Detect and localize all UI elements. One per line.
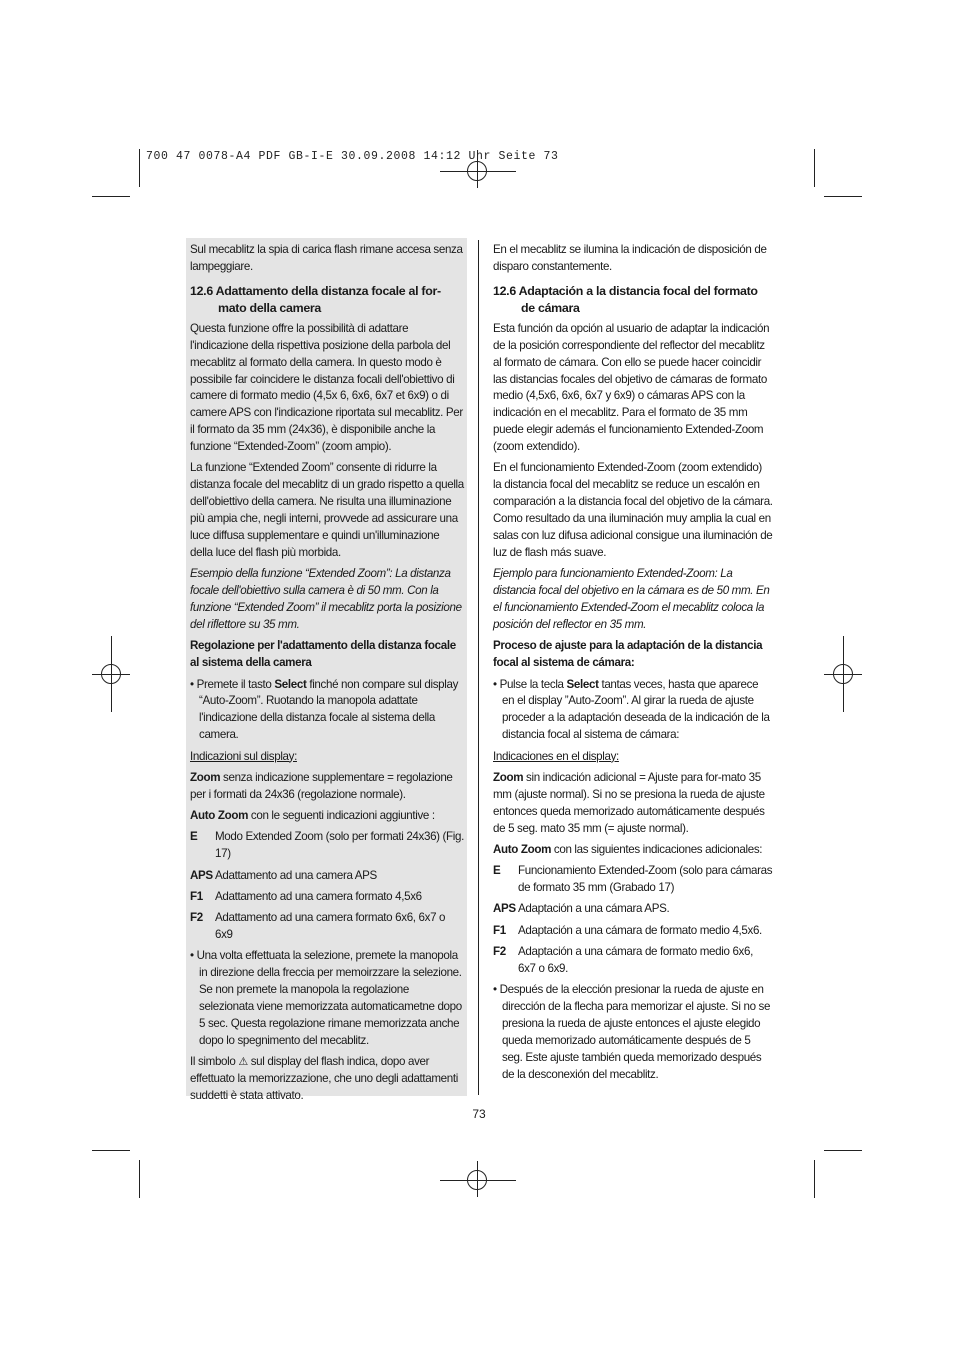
it-heading-line2: mato della camera bbox=[218, 300, 322, 315]
it-bullet-1-pre: • Premete il tasto bbox=[190, 677, 275, 691]
it-def-key: F2 bbox=[190, 911, 203, 925]
es-bullet-1-post: tantas veces, hasta que aparece en el display ”Auto-Zoom”. Al girar la rueda de ajuste proceder a la adaptación deseada de la indicación de la distancia focal al sistema de cámara: bbox=[502, 677, 770, 742]
reg-right-circle bbox=[833, 664, 853, 684]
es-zoom-key: Zoom bbox=[493, 770, 524, 784]
es-autozoom bbox=[493, 842, 773, 859]
crop-mark-tl-v bbox=[139, 149, 140, 187]
it-final-post: sul display del flash indica, dopo aver effettuato la memorizzazione, che uno degli adattamenti suddetti è stata attivato. bbox=[190, 1055, 458, 1102]
es-example: Ejemplo para funcionamiento Extended-Zoom: La distancia focal del objetivo en la cámara es de 50 mm. En el funcionamiento Extended-Zoom el mecablitz coloca la posición del reflector en 35 mm. bbox=[493, 567, 770, 631]
it-zoom-key: Zoom bbox=[190, 770, 221, 784]
es-def-value: Adaptación a una cámara APS. bbox=[518, 902, 670, 916]
it-bullet-1-post: finché non compare sul display “Auto-Zoom”. Ruotando la manopola adattate l'indicazione della distanza focale al sistema della camera. bbox=[199, 677, 459, 742]
crop-mark-br-h bbox=[824, 1150, 862, 1151]
it-intro: Sul mecablitz la spia di carica flash rimane accesa senza lampeggiare. bbox=[190, 243, 463, 273]
column-divider bbox=[478, 240, 479, 1095]
es-paragraph-2: En el funcionamiento Extended-Zoom (zoom extendido) la distancia focal del mecablitz se reduce un escalón en comparación a la distancia focal del objetivo de la cámara. Como resultado da una iluminación muy amplia la cual en salas con luz difusa adicional consigue una iluminación de luz de flash más suave. bbox=[493, 461, 773, 559]
it-autozoom bbox=[190, 808, 464, 825]
crop-mark-br-v bbox=[814, 1160, 815, 1198]
es-paragraph-1: Esta función da opción al usuario de adaptar la indicación de la posición correspondiente del reflector del mecablitz al formato de cámara. Con ello se puede hacer coincidir las distancias focales del objetivo de cámaras de formato medio (4,5x6, 6x6, 6x7 y 6x9) o cámaras APS con la indicación en el mecablitz. Para el formato de 35 mm puede elegir además el funcionamiento Extended-Zoom (zoom extendido). bbox=[493, 321, 770, 454]
es-def-e bbox=[493, 863, 773, 897]
it-def-e bbox=[190, 829, 464, 863]
es-bullet-2: • Después de la elección presionar la rueda de ajuste en dirección de la flecha para memorizar el ajuste. Si no se presiona la rueda de ajuste entonces el ajuste elegido queda memorizado automáticamente después de 5 seg. Este ajuste también queda memorizado después de la desconexión del mecablitz. bbox=[493, 983, 771, 1081]
reg-top-circle bbox=[467, 161, 487, 181]
es-def-key: APS bbox=[493, 902, 516, 916]
it-def-value: Modo Extended Zoom (solo per formati 24x36) (Fig. 17) bbox=[215, 830, 464, 861]
italian-column bbox=[186, 238, 467, 1102]
it-def-key: F1 bbox=[190, 889, 203, 903]
crop-mark-bl-v bbox=[139, 1160, 140, 1198]
es-bullet-1-pre: • Pulse la tecla bbox=[493, 677, 567, 691]
it-def-aps bbox=[190, 868, 464, 885]
es-heading-line1: 12.6 Adaptación a la distancia focal del formato bbox=[493, 283, 758, 298]
it-zoom-text: senza indicazione supplementare = regolazione per i formati da 24x36 (regolazione normale). bbox=[190, 770, 453, 801]
reg-left-circle bbox=[101, 664, 121, 684]
crop-mark-tl-h bbox=[92, 196, 130, 197]
es-def-key: F1 bbox=[493, 923, 506, 937]
es-def-f1 bbox=[493, 923, 773, 940]
it-def-f1 bbox=[190, 889, 464, 906]
warning-triangle-icon: ⚠ bbox=[238, 1056, 248, 1069]
es-bullet-1 bbox=[493, 677, 773, 745]
crop-mark-tr-v bbox=[814, 149, 815, 187]
es-def-f2 bbox=[493, 944, 773, 978]
reg-bottom-circle bbox=[467, 1170, 487, 1190]
it-select-key: Select bbox=[274, 677, 307, 691]
it-heading-line1: 12.6 Adattamento della distanza focale al for- bbox=[190, 283, 441, 298]
it-sub-heading: Regolazione per l'adattamento della distanza focale al sistema della camera bbox=[190, 639, 456, 670]
it-autozoom-text: con le seguenti indicazioni aggiuntive : bbox=[248, 809, 435, 823]
page-number: 73 bbox=[472, 1107, 486, 1121]
it-def-value: Adattamento ad una camera formato 6x6, 6x7 o 6x9 bbox=[215, 911, 446, 942]
es-intro: En el mecablitz se ilumina la indicación de disposición de disparo constantemente. bbox=[493, 243, 767, 273]
es-sub-heading: Proceso de ajuste para la adaptación de la distancia focal al sistema de cámara: bbox=[493, 639, 763, 670]
es-heading-line2: de cámara bbox=[521, 300, 580, 315]
it-zoom bbox=[190, 770, 464, 804]
es-def-value: Funcionamiento Extended-Zoom (solo para cámaras de formato 35 mm (Grabado 17) bbox=[518, 864, 773, 895]
it-def-key: APS bbox=[190, 868, 213, 882]
print-header: 700 47 0078-A4 PDF GB-I-E 30.09.2008 14:12 Uhr Seite 73 bbox=[146, 150, 559, 163]
es-autozoom-text: con las siguientes indicaciones adicionales: bbox=[551, 842, 763, 856]
it-example: Esempio della funzione “Extended Zoom”: La distanza focale dell'obiettivo sulla camera è di 50 mm. Con la funzione “Extended Zoom” il mecablitz porta la posizione del riflettore su 35 mm. bbox=[190, 567, 462, 631]
es-def-key: F2 bbox=[493, 944, 506, 958]
es-zoom bbox=[493, 770, 773, 838]
it-paragraph-1: Questa funzione offre la possibilità di adattare l'indicazione della rispettiva posizione della parbola del mecablitz al formato della camera. In questo modo è possibile far coincidere le distanza focali dell'obiettivo di camere di formato medio (4,5x 6, 6x6, 6x7 et 6x9) o di camere APS con l'indicazione riportata sul mecablitz. Per il formato da 35 mm (24x36), è disponibile anche la funzione “Extended-Zoom” (zoom ampio). bbox=[190, 321, 463, 454]
it-bullet-1 bbox=[190, 677, 464, 745]
crop-mark-tr-h bbox=[824, 196, 862, 197]
it-heading bbox=[190, 283, 464, 317]
it-final bbox=[190, 1054, 464, 1105]
es-def-value: Adaptación a una cámara de formato medio 4,5x6. bbox=[518, 923, 762, 937]
es-zoom-text: sin indicación adicional = Ajuste para for-mato 35 mm (ajuste normal). Si no se presiona la rueda de ajuste entonces queda memorizado automáticamente después de 5 seg. mato 35 mm (= ajuste normal). bbox=[493, 770, 765, 835]
es-autozoom-key: Auto Zoom bbox=[493, 842, 552, 856]
es-display-label: Indicaciones en el display: bbox=[493, 749, 619, 763]
it-autozoom-key: Auto Zoom bbox=[190, 809, 249, 823]
es-heading bbox=[493, 283, 773, 317]
it-final-pre: Il simbolo bbox=[190, 1055, 239, 1069]
es-select-key: Select bbox=[566, 677, 599, 691]
es-def-key: E bbox=[493, 864, 501, 878]
es-def-aps bbox=[493, 901, 773, 918]
it-paragraph-2: La funzione “Extended Zoom” consente di ridurre la distanza focale del mecablitz di un grado rispetto a quella dell'obiettivo della camera. Ne risulta una illuminazione più ampia che, negli interni, provvede ad assicurare una luce diffusa supplementare e quindi un'illuminazione della luce del flash più morbida. bbox=[190, 461, 464, 559]
it-def-f2 bbox=[190, 910, 464, 944]
it-def-value: Adattamento ad una camera formato 4,5x6 bbox=[215, 889, 422, 903]
it-bullet-2: • Una volta effettuata la selezione, premete la manopola in direzione della freccia per memoirzzare la selezione. Se non premete la manopola la regolazione selezionata viene memorizzata automaticametne dopo 5 sec. Questa regolazione rimane memorizzata anche dopo lo spegnimento del mecablitz. bbox=[190, 949, 462, 1047]
crop-mark-bl-h bbox=[92, 1150, 130, 1151]
it-display-label: Indicazioni sul display: bbox=[190, 749, 297, 763]
es-def-value: Adaptación a una cámara de formato medio 6x6, 6x7 o 6x9. bbox=[518, 944, 753, 975]
it-def-key: E bbox=[190, 830, 198, 844]
spanish-column bbox=[493, 238, 773, 1088]
it-def-value: Adattamento ad una camera APS bbox=[215, 868, 377, 882]
